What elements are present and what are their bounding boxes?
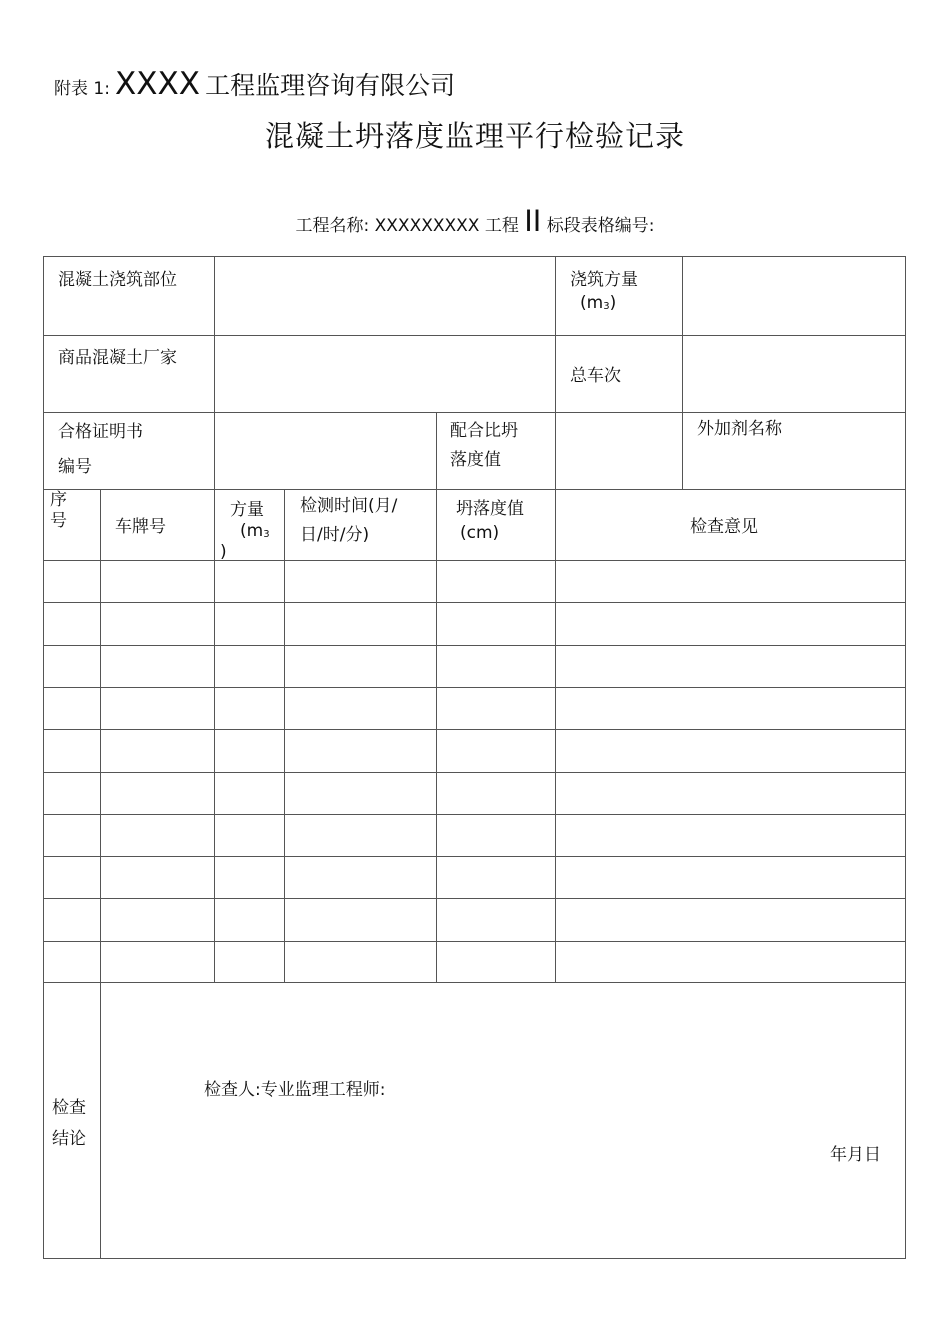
unit-text: (m <box>240 521 264 541</box>
table-rule <box>214 256 215 983</box>
col-plate: 车牌号 <box>115 517 166 537</box>
pour-volume-unit <box>580 289 616 321</box>
table-row <box>43 602 906 603</box>
table-row <box>43 687 906 688</box>
project-line <box>0 204 950 238</box>
table-row <box>43 898 906 899</box>
unit-close: ) <box>609 293 617 313</box>
table-row <box>43 772 906 773</box>
section-label: 标段表格编号: <box>546 216 655 236</box>
certificate-label-2: 编号 <box>58 457 92 477</box>
col-seq-2: 号 <box>50 511 67 531</box>
project-name-value: XXXXXXXXX 工程 <box>374 216 519 236</box>
table-rule <box>43 489 906 490</box>
table-border-right <box>905 256 906 1259</box>
table-row <box>43 982 906 983</box>
conclusion-date: 年月日 <box>830 1145 881 1165</box>
inspector-signature-line: 检查人:专业监理工程师: <box>204 1080 386 1100</box>
table-row <box>43 856 906 857</box>
col-time: 检测时间(月/ <box>300 496 398 516</box>
col-volume-close: ) <box>220 542 227 562</box>
col-seq-1: 序 <box>50 490 67 510</box>
section-mark: II <box>524 204 542 238</box>
unit-text: (m <box>580 293 604 313</box>
mix-slump-label-2: 落度值 <box>450 450 501 470</box>
pour-volume-label: 浇筑方量 <box>570 270 638 290</box>
conclusion-label: 检查 <box>52 1098 86 1118</box>
table-border-top <box>43 256 906 257</box>
table-row <box>43 814 906 815</box>
col-opinion: 检查意见 <box>690 517 758 537</box>
admixture-label: 外加剂名称 <box>697 419 782 439</box>
table-rule <box>555 560 556 983</box>
pour-location-label: 混凝土浇筑部位 <box>58 270 177 290</box>
project-name-label: 工程名称: <box>295 216 370 236</box>
appendix-prefix: 附表 1: <box>54 79 110 99</box>
conclusion-label-2: 结论 <box>52 1129 86 1149</box>
col-time-2: 日/时/分) <box>300 525 370 545</box>
col-volume-unit <box>240 519 270 547</box>
table-rule <box>43 335 906 336</box>
table-rule <box>100 489 101 1259</box>
supplier-label: 商品混凝土厂家 <box>58 348 177 368</box>
unit-exponent: 3 <box>603 301 610 312</box>
table-row <box>43 645 906 646</box>
table-rule <box>682 256 683 490</box>
table-rule <box>555 256 556 561</box>
col-slump: 坍落度值 <box>456 499 524 519</box>
table-rule <box>43 560 906 561</box>
table-row <box>43 729 906 730</box>
col-slump-unit: (cm) <box>460 523 500 543</box>
table-border-left <box>43 256 44 1259</box>
unit-exponent: 3 <box>263 529 270 540</box>
company-name: 工程监理咨询有限公司 <box>205 71 456 100</box>
table-rule <box>284 489 285 983</box>
table-row <box>43 941 906 942</box>
col-volume: 方量 <box>230 500 264 520</box>
certificate-label: 合格证明书 <box>58 422 143 442</box>
truck-total-label: 总车次 <box>570 366 621 386</box>
mix-slump-label: 配合比坍 <box>450 421 518 441</box>
document-title: 混凝土坍落度监理平行检验记录 <box>264 119 685 153</box>
company-header <box>54 66 455 102</box>
company-placeholder: XXXX <box>115 66 200 102</box>
table-rule <box>436 412 437 983</box>
table-border-bottom <box>43 1258 906 1259</box>
table-rule <box>43 412 906 413</box>
